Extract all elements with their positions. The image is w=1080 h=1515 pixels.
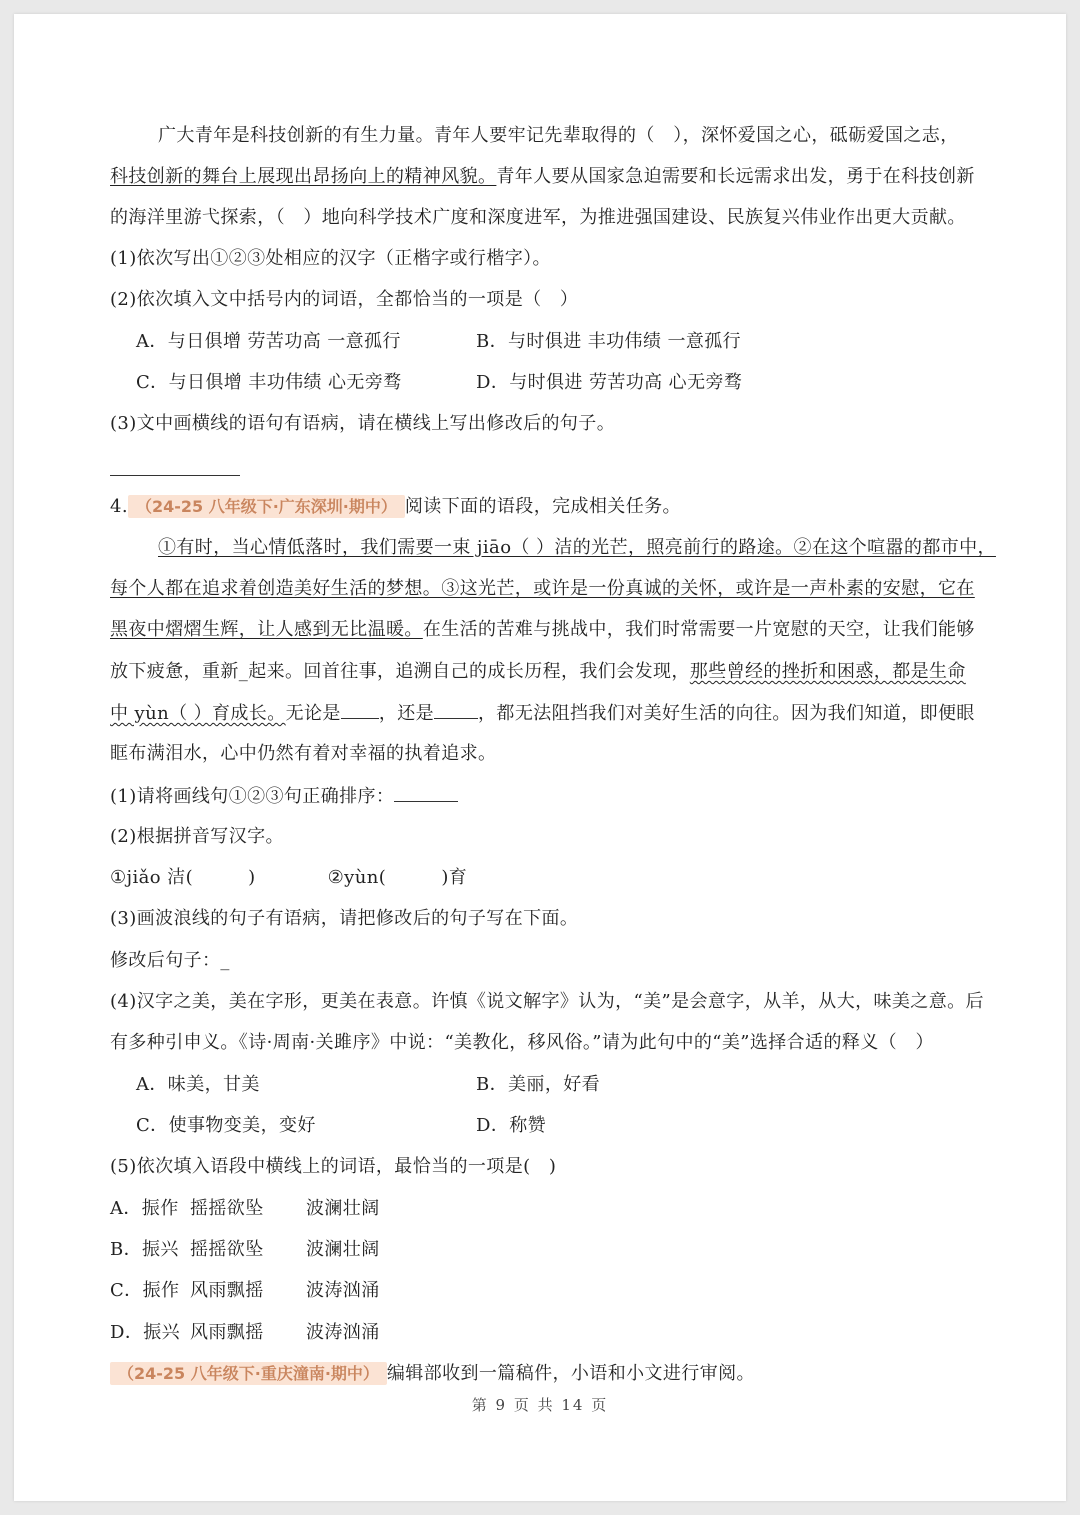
option-word3: 波涛汹涌 [306, 1322, 380, 1343]
underlined-sentences: 每个人都在追求着创造美好生活的梦想。③这光芒，或许是一份真诚的关怀，或许是一声朴素的安慰，它在 [110, 578, 975, 599]
q4-sub5-option-d [110, 1320, 380, 1346]
q4-sub3: (3)画波浪线的句子有语病，请把修改后的句子写在下面。 [110, 908, 579, 929]
q4-sub2-item1: ①jiǎo 洁( ) [110, 867, 256, 888]
q5-header [110, 1361, 755, 1387]
q3-sub3: (3)文中画横线的语句有语病，请在横线上写出修改后的句子。 [110, 413, 616, 434]
passage4-line2 [110, 576, 975, 602]
option-word1: A．振作 [110, 1198, 179, 1219]
passage4-line5 [110, 700, 975, 727]
q4-sub5-option-c [110, 1278, 380, 1304]
q3-sub2: (2)依次填入文中括号内的词语，全都恰当的一项是（ ） [110, 289, 579, 310]
q4-header [110, 494, 681, 520]
document-page [14, 14, 1066, 1501]
option-word3: 波涛汹涌 [306, 1280, 380, 1301]
passage4-line5-b: ，还是 [378, 703, 435, 724]
option-word2: 风雨飘摇 [190, 1280, 264, 1301]
q4-sub3-answer: 修改后句子：_ [110, 950, 230, 971]
option-word1: D．振兴 [110, 1322, 181, 1343]
fill-blank [394, 783, 458, 802]
q4-sub4-line1: (4)汉字之美，美在字形，更美在表意。许慎《说文解字》认为，“美”是会意字，从羊，从大，味美之意。后 [110, 991, 984, 1012]
answer-blank-line [110, 475, 240, 476]
option-word2: 摇摇欲坠 [190, 1239, 264, 1260]
passage4-line3-rest: 在生活的苦难与挑战中，我们时常需要一片宽慰的天空，让我们能够 [422, 619, 975, 640]
underlined-sentences: ①有时，当心情低落时，我们需要一束 jiāo（ ）洁的光芒，照亮前行的路途。②在这个喧嚣的都市中， [158, 537, 996, 558]
option-word3: 波澜壮阔 [306, 1239, 380, 1260]
q3-option-d: D．与时俱进 劳苦功高 心无旁骛 [476, 372, 743, 393]
q4-sub1-text: (1)请将画线句①②③句正确排序： [110, 786, 395, 807]
passage3-line3: 的海洋里游弋探索，（ ）地向科学技术广度和深度进军，为推进强国建设、民族复兴伟业作出更大贡献。 [110, 207, 966, 228]
q4-sub2-item2: ②yùn( )育 [327, 867, 468, 888]
passage4-line5-a: 无论是 [285, 703, 341, 724]
q4-sub4-line2: 有多种引申义。《诗·周南·关雎序》中说：“美教化，移风俗。”请为此句中的“美”选择合适的释义（ ） [110, 1032, 934, 1053]
q4-sub5-option-b [110, 1237, 380, 1263]
fill-blank [341, 700, 379, 719]
q4-sub2: (2)根据拼音写汉字。 [110, 826, 284, 847]
q4-number: 4. [110, 496, 128, 517]
q4-intro: 阅读下面的语段，完成相关任务。 [404, 496, 681, 517]
q4-sub5: (5)依次填入语段中横线上的词语，最恰当的一项是( ) [110, 1156, 557, 1177]
passage3-line1: 广大青年是科技创新的有生力量。青年人要牢记先辈取得的（ ），深怀爱国之心，砥砺爱国之志， [158, 125, 959, 146]
source-tag: （24-25 八年级下·广东深圳·期中） [128, 495, 405, 518]
option-word2: 摇摇欲坠 [190, 1198, 264, 1219]
option-word2: 风雨飘摇 [190, 1322, 264, 1343]
passage3-line2-rest: 青年人要从国家急迫需要和长远需求出发，勇于在科技创新 [496, 166, 975, 187]
q3-option-a: A．与日俱增 劳苦功高 一意孤行 [136, 331, 401, 352]
q3-option-c: C．与日俱增 丰功伟绩 心无旁骛 [136, 372, 402, 393]
option-word1: C．振作 [110, 1280, 180, 1301]
underlined-sentence: 科技创新的舞台上展现出昂扬向上的精神风貌。 [110, 166, 497, 187]
q3-option-b: B．与时俱进 丰功伟绩 一意孤行 [476, 331, 742, 352]
q4-sub4-option-c: C．使事物变美，变好 [136, 1115, 316, 1136]
q5-intro: 编辑部收到一篇稿件，小语和小文进行审阅。 [386, 1363, 755, 1384]
passage4-line3 [110, 617, 975, 643]
q4-sub4-option-d: D．称赞 [476, 1115, 547, 1136]
option-word1: B．振兴 [110, 1239, 179, 1260]
option-word3: 波澜壮阔 [306, 1198, 380, 1219]
passage4-line6: 眶布满泪水，心中仍然有着对幸福的执着追求。 [110, 743, 497, 764]
wavy-sentence: 那些曾经的挫折和困惑，都是生命 [689, 661, 966, 682]
passage3-line2 [110, 164, 975, 190]
q4-sub1 [110, 783, 458, 810]
passage4-line5-c: ，都无法阻挡我们对美好生活的向往。因为我们知道，即便眼 [478, 703, 975, 724]
passage4-line1 [158, 535, 996, 561]
passage4-line4 [110, 659, 966, 685]
passage4-line4-text: 放下疲惫，重新_起来。回首往事，追溯自己的成长历程，我们会发现， [110, 661, 690, 682]
q4-sub5-option-a [110, 1196, 380, 1222]
q4-sub4-option-a: A．味美，甘美 [136, 1074, 260, 1095]
fill-blank [434, 700, 478, 719]
q4-sub4-option-b: B．美丽，好看 [476, 1074, 601, 1095]
wavy-sentence: 中 yùn（ ）育成长。 [110, 703, 286, 724]
q3-sub1: (1)依次写出①②③处相应的汉字（正楷字或行楷字）。 [110, 248, 551, 269]
page-footer: 第 9 页 共 14 页 [471, 1396, 609, 1414]
underlined-sentences: 黑夜中熠熠生辉，让人感到无比温暖。 [110, 619, 423, 640]
source-tag: （24-25 八年级下·重庆潼南·期中） [110, 1362, 387, 1385]
q4-sub2-items [110, 865, 467, 891]
